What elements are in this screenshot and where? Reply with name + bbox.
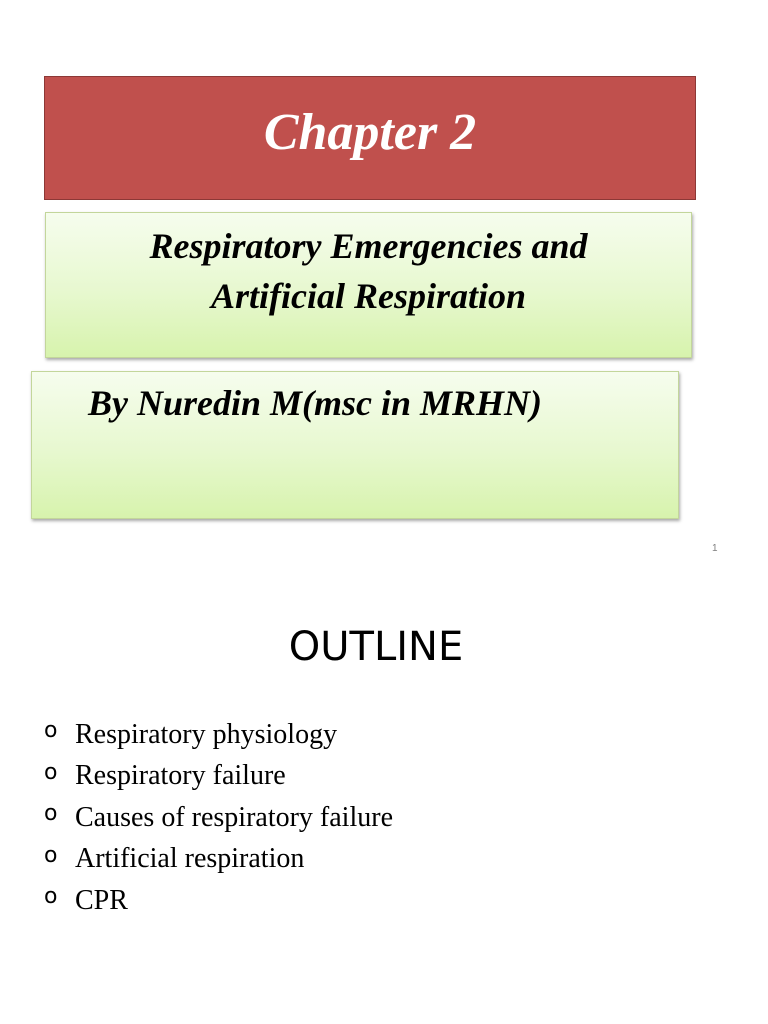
subtitle-box: [45, 212, 692, 358]
author-box: [31, 371, 679, 519]
list-item-text: CPR: [75, 884, 128, 916]
author-credit: By Nuredin M(msc in MRHN): [88, 383, 543, 423]
chapter-title-box: [44, 76, 696, 200]
subtitle-line-1: Respiratory Emergencies and: [149, 226, 588, 266]
list-item: [44, 880, 393, 922]
page-number: 1: [712, 543, 718, 554]
list-item: [44, 839, 393, 881]
outline-heading: OUTLINE: [288, 624, 464, 670]
subtitle-line-2: Artificial Respiration: [210, 276, 527, 316]
bullet-icon: o: [44, 718, 58, 744]
list-item: [44, 714, 393, 756]
bullet-icon: o: [44, 842, 58, 868]
list-item: [44, 797, 393, 839]
bullet-icon: o: [44, 884, 58, 910]
list-item-text: Respiratory physiology: [75, 718, 338, 750]
list-item-text: Respiratory failure: [75, 760, 286, 792]
subtitle: [46, 221, 691, 321]
list-item-text: Artificial respiration: [75, 843, 305, 875]
chapter-title: Chapter 2: [263, 103, 477, 161]
list-item: [44, 756, 393, 798]
bullet-icon: o: [44, 801, 58, 827]
bullet-icon: o: [44, 759, 58, 785]
outline-list: [44, 714, 393, 922]
list-item-text: Causes of respiratory failure: [75, 801, 393, 833]
